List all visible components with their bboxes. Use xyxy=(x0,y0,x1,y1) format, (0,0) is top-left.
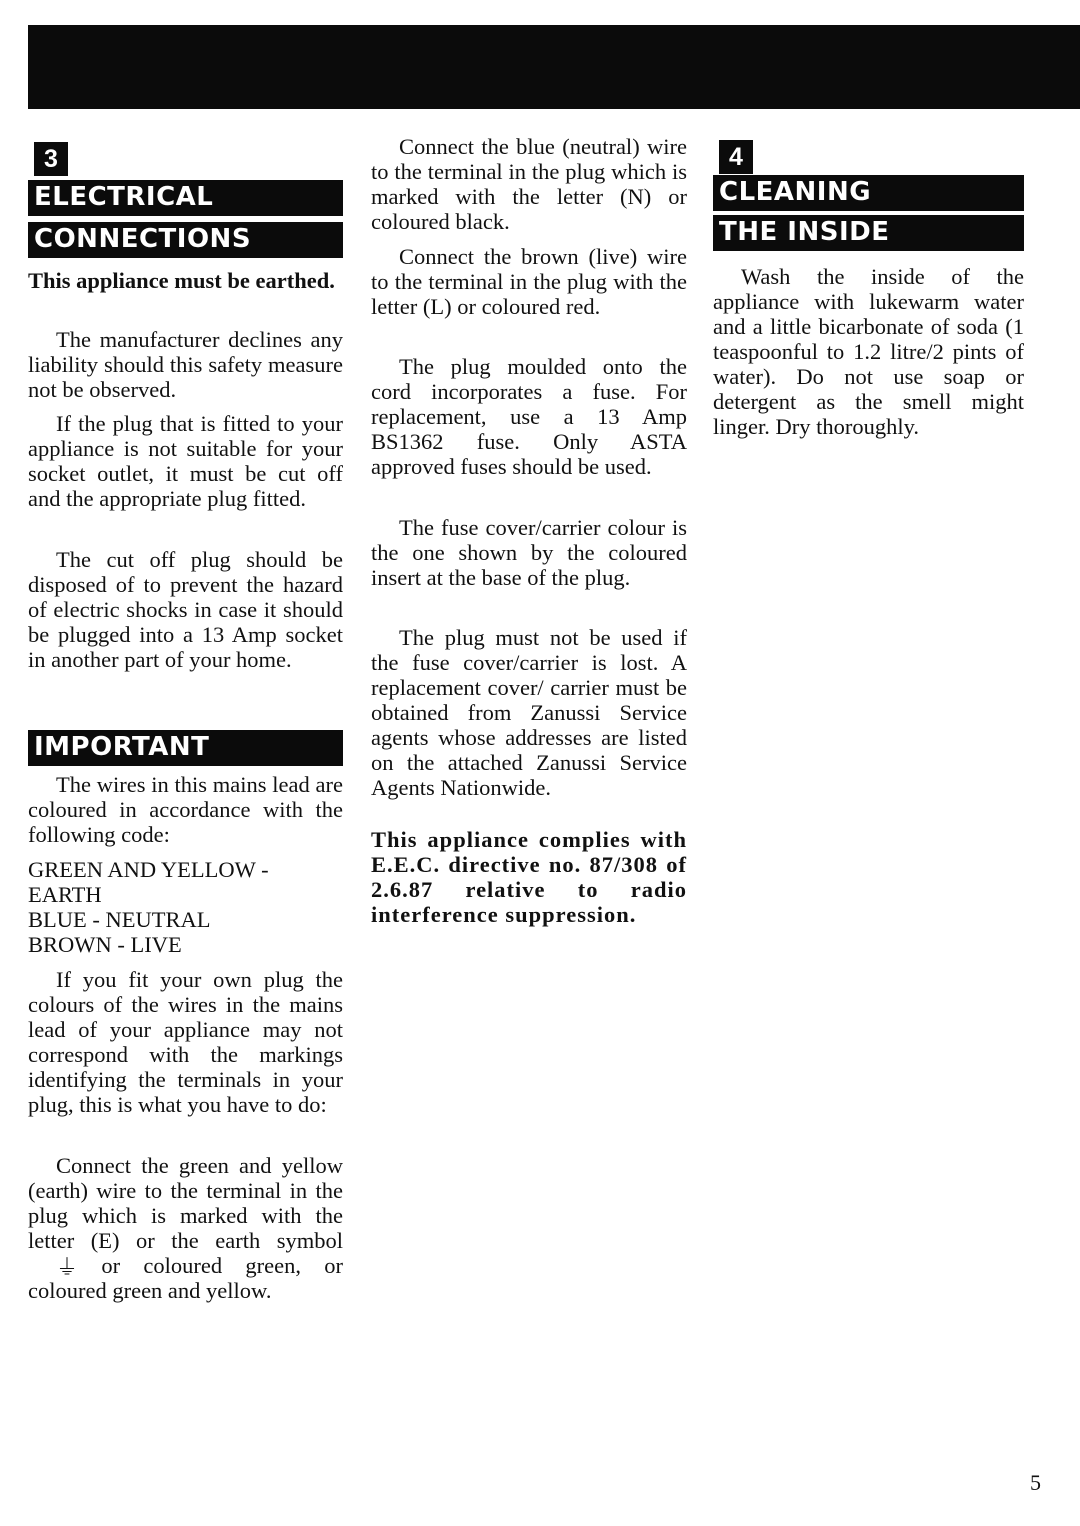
paragraph-cut-off-plug: The cut off plug should be disposed of to prevent the hazard of electric shocks in case it should be plugged into a 13 Amp socket in another part of your home. xyxy=(28,547,343,672)
heading-the-inside-text: THE INSIDE xyxy=(719,217,890,247)
heading-important xyxy=(28,730,343,766)
paragraph-wash-inside: Wash the inside of the appliance with lukewarm water and a little bicarbonate of soda (1 teaspoonful to 1.2 litre/2 pints of water). Do not use soap or detergent as the smell might linger. Dry thoroughly. xyxy=(713,264,1024,439)
heading-cleaning xyxy=(713,175,1024,211)
earth-wire-text-after: or coloured green, or coloured green and yellow. xyxy=(28,1253,343,1303)
heading-connections xyxy=(28,222,343,258)
compliance-statement: This appliance complies with E.E.C. directive no. 87/308 of 2.6.87 relative to radio interference suppression. xyxy=(371,827,687,927)
page-number: 5 xyxy=(1030,1470,1041,1495)
paragraph-fit-own-plug: If you fit your own plug the colours of the wires in the mains lead of your appliance may not correspond with the markings identifying the terminals in your plug, this is what you have to do: xyxy=(28,967,343,1117)
paragraph-wire-colours: The wires in this mains lead are coloured in accordance with the following code: xyxy=(28,772,343,847)
paragraph-liability: The manufacturer declines any liability should this safety measure not be observed. xyxy=(28,327,343,402)
heading-connections-text: CONNECTIONS xyxy=(34,224,252,254)
section-number-4: 4 xyxy=(719,140,753,174)
code-earth: GREEN AND YELLOW - EARTH xyxy=(28,857,269,907)
paragraph-brown-wire: Connect the brown (live) wire to the terminal in the plug with the letter (L) or coloured red. xyxy=(371,244,687,319)
paragraph-fuse: The plug moulded onto the cord incorporates a fuse. For replacement, use a 13 Amp BS1362 fuse. Only ASTA approved fuses should be used. xyxy=(371,354,687,479)
earthed-warning: This appliance must be earthed. xyxy=(28,268,335,293)
earth-symbol-icon: ⏚ xyxy=(56,1254,79,1280)
section-number-3: 3 xyxy=(34,142,68,176)
heading-electrical xyxy=(28,180,343,216)
heading-cleaning-text: CLEANING xyxy=(719,177,872,207)
heading-electrical-text: ELECTRICAL xyxy=(34,182,214,212)
code-live: BROWN - LIVE xyxy=(28,932,182,957)
code-neutral: BLUE - NEUTRAL xyxy=(28,907,211,932)
header-bar xyxy=(28,25,1080,109)
paragraph-earth-wire xyxy=(28,1153,343,1303)
heading-important-text: IMPORTANT xyxy=(34,732,210,762)
heading-the-inside xyxy=(713,215,1024,251)
earth-wire-text-before: Connect the green and yellow (earth) wire to the terminal in the plug which is marked with the letter (E) or the earth symbol xyxy=(28,1153,343,1253)
paragraph-fuse-cover: The fuse cover/carrier colour is the one shown by the coloured insert at the base of the plug. xyxy=(371,515,687,590)
paragraph-plug-not-used: The plug must not be used if the fuse cover/carrier is lost. A replacement cover/ carrier must be obtained from Zanussi Service agents whose addresses are listed on the attached Zanussi Service Agents Nationwide. xyxy=(371,625,687,800)
paragraph-blue-wire: Connect the blue (neutral) wire to the terminal in the plug which is marked with the letter (N) or coloured black. xyxy=(371,134,687,234)
paragraph-plug-unsuitable: If the plug that is fitted to your appliance is not suitable for your socket outlet, it must be cut off and the appropriate plug fitted. xyxy=(28,411,343,511)
